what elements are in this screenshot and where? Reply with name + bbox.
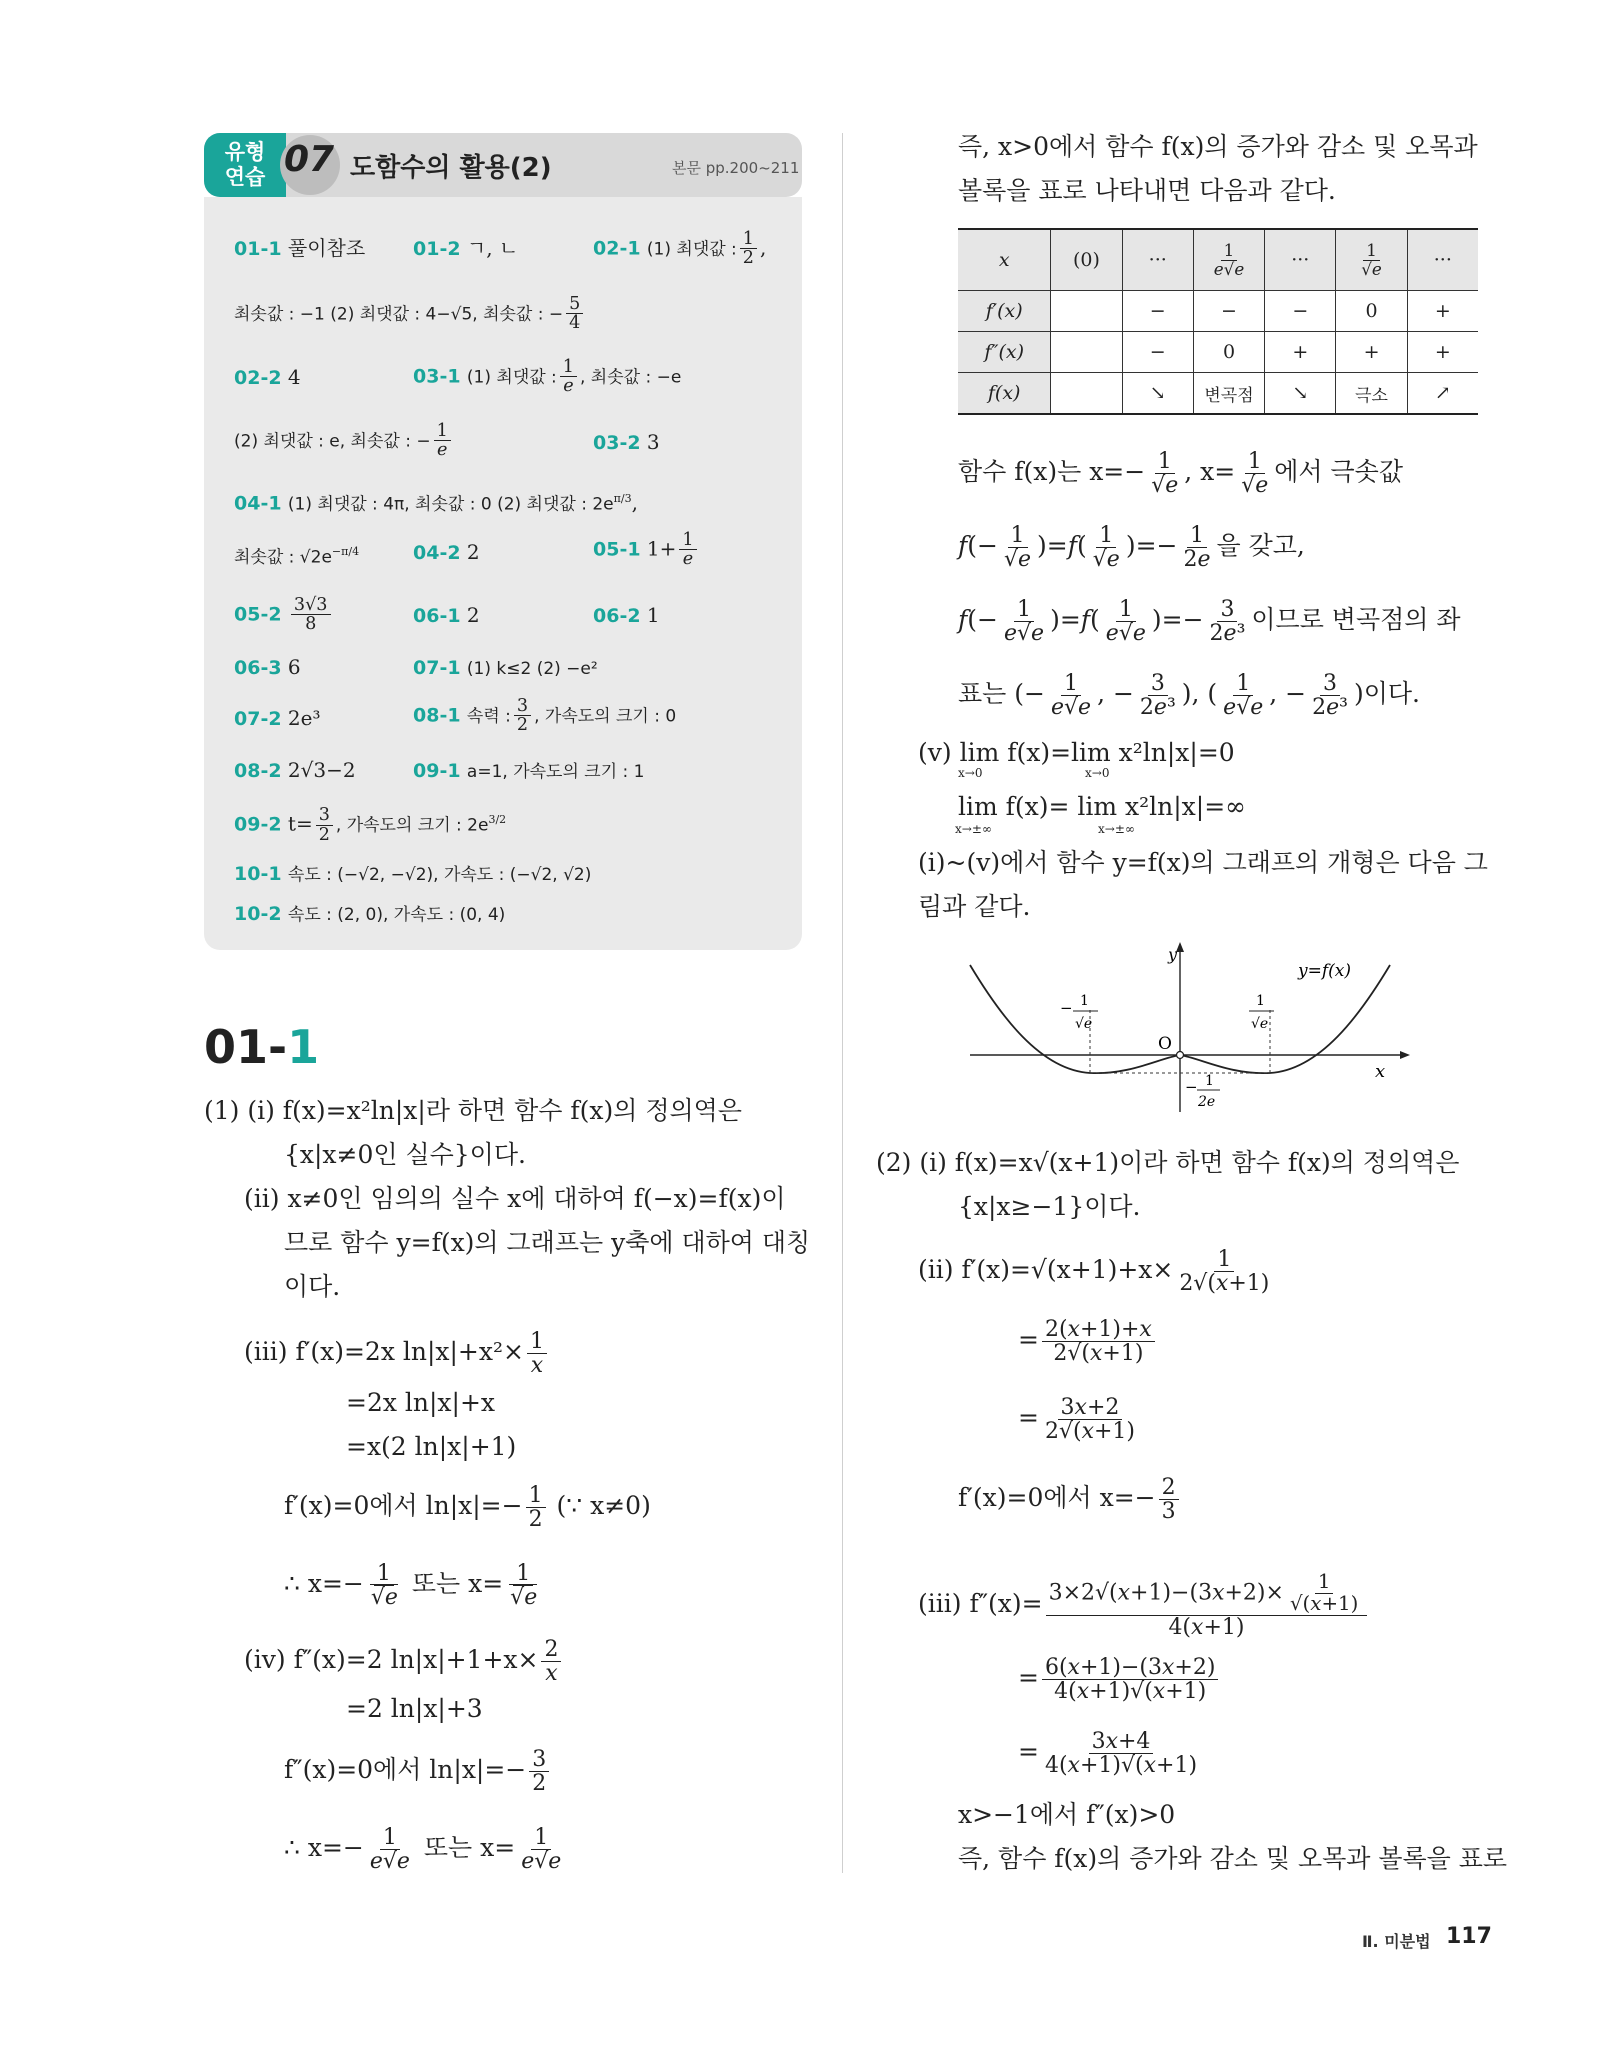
tick-label: 2e xyxy=(1198,1094,1216,1110)
limit-subscript: x→±∞ xyxy=(955,822,992,836)
table-header: (0) xyxy=(1051,229,1122,291)
tick-label: 1 xyxy=(1205,1073,1214,1089)
table-cell: − xyxy=(1265,291,1336,332)
solution-line: (ii) f′(x)=√(x+1)+x× $\frac{1}{2√(x+1)}$ xyxy=(918,1247,1270,1297)
answer-07-1: 07-1 (1) k≤2 (2) −e² xyxy=(413,657,598,679)
solution-line: ∴ x=− $\frac{1}{√e}$ 또는 x= $\frac{1}{√e}$ xyxy=(284,1561,538,1611)
solution-line: 므로 함수 y=f(x)의 그래프는 y축에 대하여 대칭 xyxy=(284,1228,811,1257)
table-header: $\frac{1}{e√e}$ xyxy=(1193,229,1264,291)
table-cell: + xyxy=(1336,332,1407,373)
table-header: ··· xyxy=(1407,229,1478,291)
column-divider xyxy=(842,133,843,1873)
table-cell: f″(x) xyxy=(958,332,1051,373)
solution-line: =2x ln|x|+x xyxy=(346,1388,495,1417)
answer-10-2: 10-2 속도 : (2, 0), 가속도 : (0, 4) xyxy=(234,903,506,925)
answer-07-2: 07-2 2e³ xyxy=(234,706,321,730)
solution-line: (iv) f″(x)=2 ln|x|+1+x× $\frac{2}{x}$ xyxy=(244,1638,564,1685)
answer-02-2: 02-2 4 xyxy=(234,365,301,389)
type-badge xyxy=(204,133,286,197)
x-label: x xyxy=(1375,1061,1386,1082)
chapter-label: Ⅱ. 미분법 xyxy=(1362,1932,1431,1951)
badge-line2: 연습 xyxy=(224,165,266,189)
tick-label: 1 xyxy=(1256,993,1265,1009)
solution-line: =2 ln|x|+3 xyxy=(346,1694,483,1723)
solution-line: (i)~(v)에서 함수 y=f(x)의 그래프의 개형은 다음 그 xyxy=(918,848,1488,877)
solution-line: (iii) f′(x)=2x ln|x|+x²× $\frac{1}{x}$ xyxy=(244,1330,550,1377)
tick-label: − xyxy=(1185,1078,1198,1096)
limit-subscript: x→0 xyxy=(958,766,983,780)
section-number: 07 xyxy=(284,139,335,180)
page-reference: 본문 pp.200~211 xyxy=(672,159,800,177)
tick-label: − xyxy=(1060,999,1073,1017)
solution-line: = $\frac{3x+4}{4(x+1)√(x+1)}$ xyxy=(1018,1729,1198,1779)
solution-line: (1) (i) f(x)=x²ln|x|라 하면 함수 f(x)의 정의역은 xyxy=(204,1096,742,1125)
answer-04-2: 04-2 2 xyxy=(413,540,480,564)
table-cell xyxy=(1051,291,1122,332)
solution-line: lim f(x)= lim x²ln|x|=∞ xyxy=(958,792,1246,821)
solution-line: =x(2 ln|x|+1) xyxy=(346,1432,517,1461)
answer-06-1: 06-1 2 xyxy=(413,603,480,627)
solution-line: f′(x)=0에서 x=− $\frac{2}{3}$ xyxy=(958,1476,1182,1523)
answer-01-2: 01-2 ㄱ, ㄴ xyxy=(413,236,519,260)
section-title: 도함수의 활용(2) xyxy=(350,153,552,183)
page-number: 117 xyxy=(1446,1924,1492,1949)
function-graph xyxy=(960,940,1420,1120)
table-cell: 0 xyxy=(1336,291,1407,332)
table-cell xyxy=(1051,332,1122,373)
table-cell: − xyxy=(1122,332,1193,373)
curve-label: y=f(x) xyxy=(1298,961,1351,981)
y-axis-arrow xyxy=(1176,942,1184,952)
answer-02-1: 02-1 (1) 최댓값 : $\frac{1}{2}$ , xyxy=(593,229,767,269)
table-cell: ↘ xyxy=(1122,373,1193,415)
solution-line: ∴ x=− $\frac{1}{e√e}$ 또는 x= $\frac{1}{e√e}$ xyxy=(284,1825,562,1875)
answer-10-1: 10-1 속도 : (−√2, −√2), 가속도 : (−√2, √2) xyxy=(234,863,592,885)
solution-line: f″(x)=0에서 ln|x|=− $\frac{3}{2}$ xyxy=(284,1748,552,1795)
solution-line: f′(x)=0에서 ln|x|=− $\frac{1}{2}$ (∵ x≠0) xyxy=(284,1483,651,1533)
answer-08-1: 08-1 속력 : $\frac{3}{2}$ , 가속도의 크기 : 0 xyxy=(413,696,677,736)
table-header: ··· xyxy=(1265,229,1336,291)
limit-subscript: x→0 xyxy=(1085,766,1110,780)
answer-09-1: 09-1 a=1, 가속도의 크기 : 1 xyxy=(413,760,645,782)
origin-label: O xyxy=(1158,1034,1172,1054)
solution-line: x>−1에서 f″(x)>0 xyxy=(958,1800,1176,1829)
answer-08-2: 08-2 2√3−2 xyxy=(234,758,356,782)
solution-line: = $\frac{6(x+1)-(3x+2)}{4(x+1)√(x+1)}$ xyxy=(1018,1656,1221,1703)
answer-05-1: 05-1 1+ $\frac{1}{e}$ xyxy=(593,531,700,569)
answer-06-2: 06-2 1 xyxy=(593,603,660,627)
tick-label: √e xyxy=(1075,1016,1093,1032)
answer-05-2: 05-2 $\frac{3√3}{8}$ xyxy=(234,596,334,634)
solution-line: (2) (i) f(x)=x√(x+1)이라 하면 함수 f(x)의 정의역은 xyxy=(876,1148,1460,1177)
answer-06-3: 06-3 6 xyxy=(234,655,301,679)
table-cell: − xyxy=(1122,291,1193,332)
table-cell: ↘ xyxy=(1265,373,1336,415)
solution-line: 볼록을 표로 나타내면 다음과 같다. xyxy=(958,176,1336,205)
solution-line: 림과 같다. xyxy=(918,892,1031,921)
solution-line: f(− $\frac{1}{√e}$ )=f( $\frac{1}{√e}$ )=− $\frac{1}{2e}$ 을 갖고, xyxy=(958,523,1305,573)
table-cell: + xyxy=(1407,291,1478,332)
solution-line: 즉, x>0에서 함수 f(x)의 증가와 감소 및 오목과 xyxy=(958,132,1478,161)
table-cell: ↗ xyxy=(1407,373,1478,415)
solution-line: 함수 f(x)는 x=− $\frac{1}{√e}$ , x= $\frac{1}{√e}$ 에서 극솟값 xyxy=(958,449,1403,499)
answer-09-2: 09-2 t= $\frac{3}{2}$ , 가속도의 크기 : $2e^{3/2}$ xyxy=(234,805,507,845)
badge-line1: 유형 xyxy=(224,140,266,164)
table-cell: 0 xyxy=(1193,332,1264,373)
solution-line: 표는 (− $\frac{1}{e√e}$ , − $\frac{3}{\text{2e³}}$ ), ( $\frac{1}{e√e}$ , − $\frac{3}{\text{2e³}}$ )이다. xyxy=(958,671,1420,721)
problem-heading: 01-1 xyxy=(204,1020,320,1074)
solution-line: 이다. xyxy=(284,1272,341,1301)
tick-label: √e xyxy=(1251,1016,1269,1032)
solution-line: {x|x≠0인 실수}이다. xyxy=(284,1140,526,1169)
table-cell: 극소 xyxy=(1336,373,1407,415)
table-cell: + xyxy=(1407,332,1478,373)
x-axis-arrow xyxy=(1400,1051,1410,1059)
table-header: x xyxy=(958,229,1051,291)
table-cell xyxy=(1051,373,1122,415)
solution-line: = $\frac{3x+2}{2√(x+1)}$ xyxy=(1018,1395,1135,1445)
origin-point xyxy=(1177,1052,1184,1059)
table-cell: f(x) xyxy=(958,373,1051,415)
variation-table xyxy=(958,228,1478,415)
answer-03-1: 03-1 (1) 최댓값 : $\frac{1}{e}$ , 최솟값 : −e xyxy=(413,357,682,397)
answer-03-2: 03-2 3 xyxy=(593,430,660,454)
tick-label: 1 xyxy=(1080,993,1089,1009)
table-cell: + xyxy=(1265,332,1336,373)
solution-line: (iii) f″(x)= 3×2√(x+1)−(3x+2)× $\frac{1}{√(x+1)}$ 4(x+1) xyxy=(918,1572,1370,1639)
table-header: ··· xyxy=(1122,229,1193,291)
solution-line: f(− $\frac{1}{e√e}$ )=f( $\frac{1}{e√e}$ )=− $\frac{3}{\text{2e³}}$ 이므로 변곡점의 좌 xyxy=(958,597,1461,647)
table-header: $\frac{1}{√e}$ xyxy=(1336,229,1407,291)
table-cell: 변곡점 xyxy=(1193,373,1264,415)
answer-04-1-cont: 최솟값 : $√2e^{-\pi/4}$ xyxy=(234,545,360,568)
answer-01-1: 01-1 풀이참조 xyxy=(234,236,366,260)
limit-subscript: x→±∞ xyxy=(1098,822,1135,836)
y-label: y xyxy=(1168,945,1178,964)
table-cell: − xyxy=(1193,291,1264,332)
answer-02-1-cont: 최솟값 : −1 (2) 최댓값 : 4−√5, 최솟값 : − $\frac{5}{4}$ xyxy=(234,295,586,333)
answer-03-1-cont: (2) 최댓값 : e, 최솟값 : − $\frac{1}{e}$ xyxy=(234,422,454,460)
answer-04-1: 04-1 (1) 최댓값 : 4π, 최솟값 : 0 (2) 최댓값 : $2e^{\pi/3}$, xyxy=(234,490,638,515)
solution-line: (ii) x≠0인 임의의 실수 x에 대하여 f(−x)=f(x)이 xyxy=(244,1184,786,1213)
table-cell: f′(x) xyxy=(958,291,1051,332)
solution-line: {x|x≥−1}이다. xyxy=(958,1192,1141,1221)
solution-line: = $\frac{2(x+1)+x}{2√(x+1)}$ xyxy=(1018,1318,1158,1365)
solution-line: (v) lim f(x)=lim x²ln|x|=0 xyxy=(918,738,1235,767)
solution-line: 즉, 함수 f(x)의 증가와 감소 및 오목과 볼록을 표로 xyxy=(958,1844,1508,1873)
